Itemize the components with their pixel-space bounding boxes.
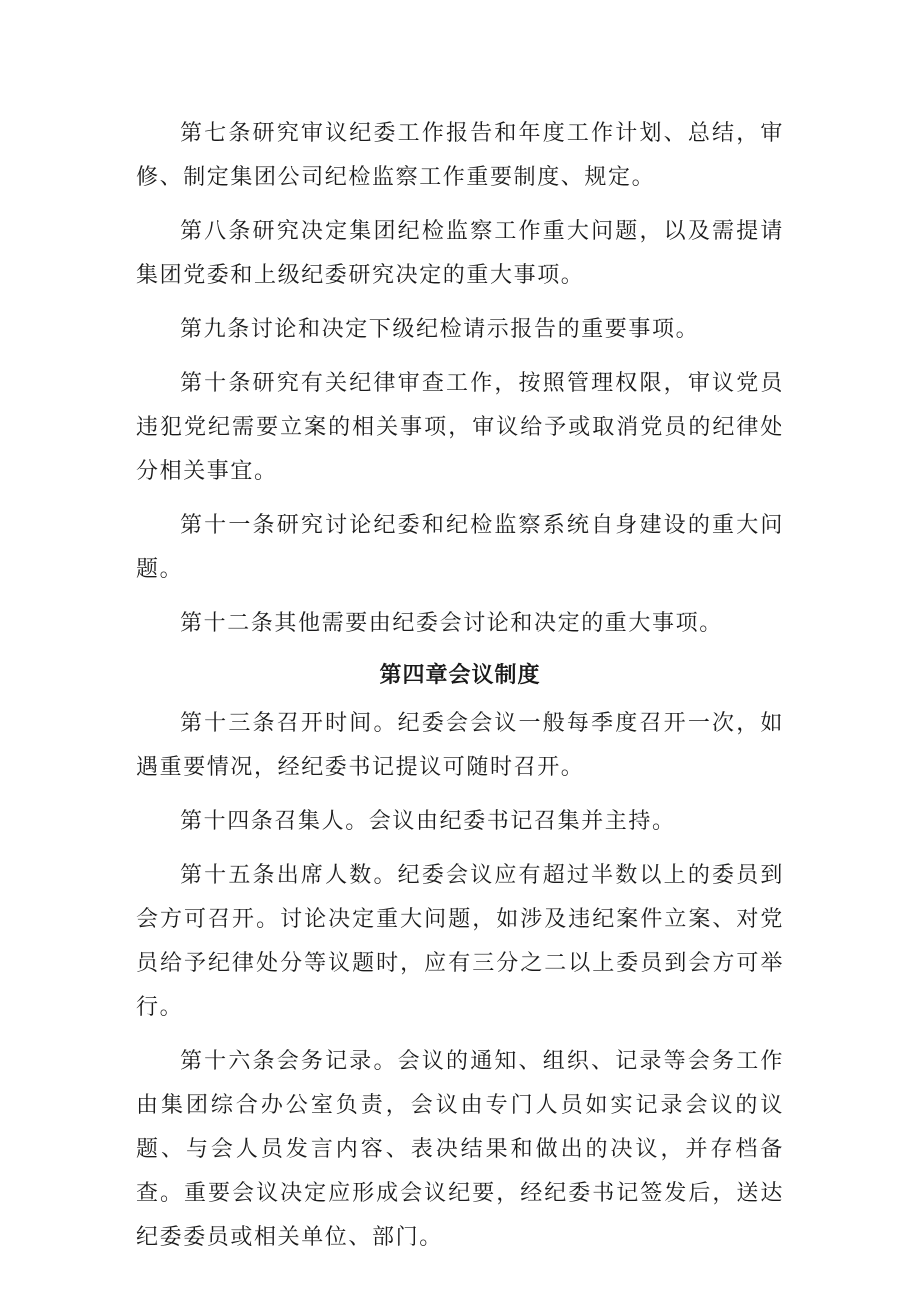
article-13: 第十三条召开时间。纪委会会议一般每季度召开一次，如遇重要情况，经纪委书记提议可随时召开。 — [136, 711, 784, 780]
article-14: 第十四条召集人。会议由纪委书记召集并主持。 — [180, 809, 676, 834]
article-8: 第八条研究决定集团纪检监察工作重大问题，以及需提请集团党委和上级纪委研究决定的重大事项。 — [136, 219, 784, 288]
article-9: 第九条讨论和决定下级纪检请示报告的重要事项。 — [180, 317, 700, 342]
article-16: 第十六条会务记录。会议的通知、组织、记录等会务工作由集团综合办公室负责，会议由专门人员如实记录会议的议题、与会人员发言内容、表决结果和做出的决议，并存档备查。重要会议决定应形成会议纪要，经纪委书记签发后，送达纪委委员或相关单位、部门。 — [136, 1049, 784, 1250]
article-7: 第七条研究审议纪委工作报告和年度工作计划、总结，审修、制定集团公司纪检监察工作重要制度、规定。 — [136, 121, 784, 190]
article-15: 第十五条出席人数。纪委会议应有超过半数以上的委员到会方可召开。讨论决定重大问题，如涉及违纪案件立案、对党员给予纪律处分等议题时，应有三分之二以上委员到会方可举行。 — [136, 863, 784, 1020]
chapter-4-heading: 第四章会议制度 — [379, 663, 541, 688]
article-10: 第十条研究有关纪律审查工作，按照管理权限，审议党员违犯党纪需要立案的相关事项，审议给予或取消党员的纪律处分相关事宜。 — [136, 371, 784, 484]
document-body — [136, 112, 784, 1270]
article-12: 第十二条其他需要由纪委会讨论和决定的重大事项。 — [180, 611, 723, 636]
article-11: 第十一条研究讨论纪委和纪检监察系统自身建设的重大问题。 — [136, 513, 784, 582]
